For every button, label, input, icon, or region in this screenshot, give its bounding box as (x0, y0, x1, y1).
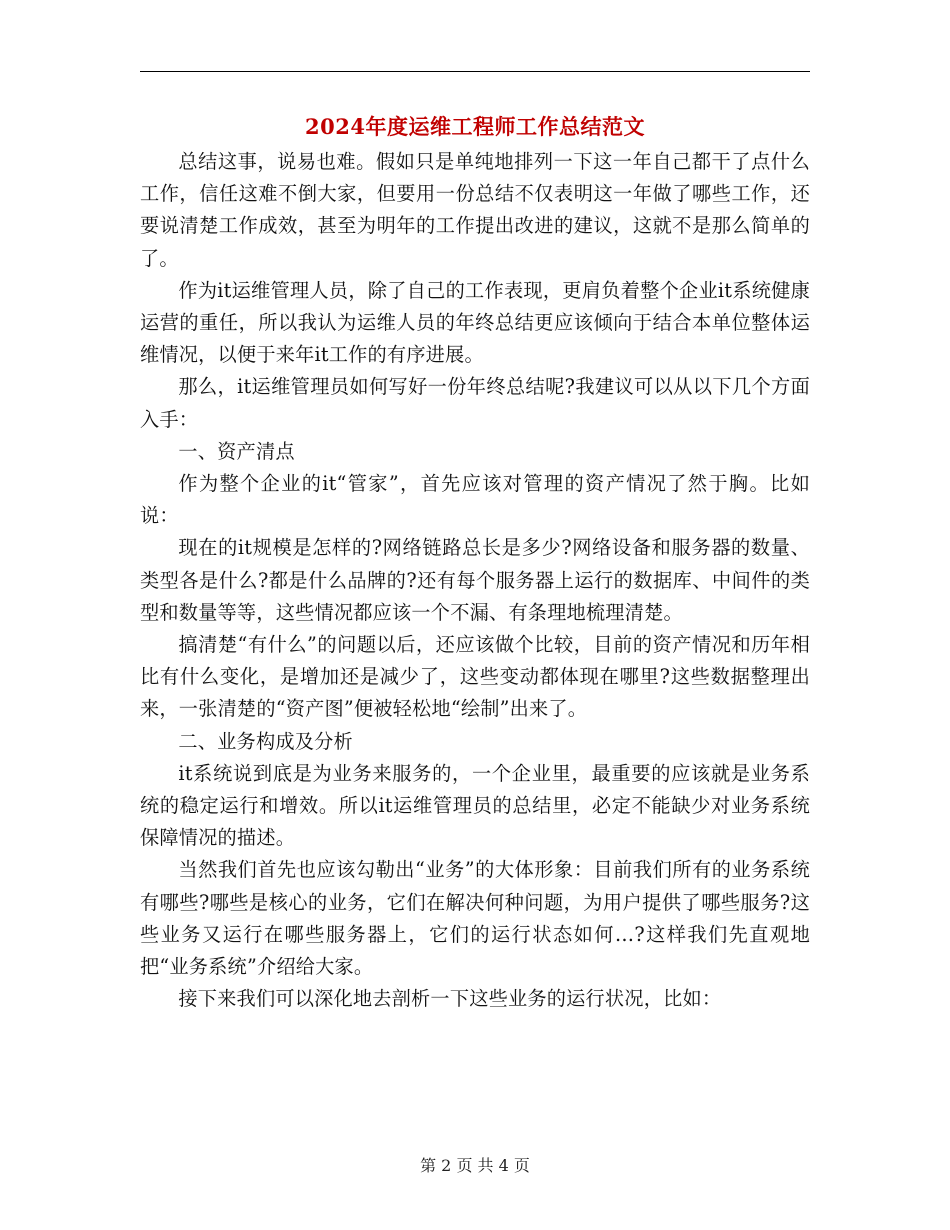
paragraph: 那么，it运维管理员如何写好一份年终总结呢?我建议可以从以下几个方面入手： (140, 375, 810, 431)
page-footer (0, 1154, 950, 1178)
document-body (140, 146, 810, 1015)
paragraph: 当然我们首先也应该勾勒出“业务”的大体形象：目前我们所有的业务系统有哪些?哪些是核心的业务，它们在解决何种问题，为用户提供了哪些服务?这些业务又运行在哪些服务器上，它们的运行状态如何…?这样我们先直观地把“业务系统”介绍给大家。 (140, 858, 810, 979)
paragraph: 作为整个企业的it“管家”，首先应该对管理的资产情况了然于胸。比如说： (140, 472, 810, 528)
paragraph: 现在的it规模是怎样的?网络链路总长是多少?网络设备和服务器的数量、类型各是什么?都是什么品牌的?还有每个服务器上运行的数据库、中间件的类型和数量等等，这些情况都应该一个不漏、有条理地梳理清楚。 (140, 536, 810, 624)
section-heading: 二、业务构成及分析 (178, 729, 353, 753)
page-number: 第 2 页 共 4 页 (420, 1156, 530, 1175)
section-heading: 一、资产清点 (178, 439, 295, 463)
paragraph: 总结这事，说易也难。假如只是单纯地排列一下这一年自己都干了点什么工作，信任这难不倒大家，但要用一份总结不仅表明这一年做了哪些工作，还要说清楚工作成效，甚至为明年的工作提出改进的建议，这就不是那么简单的了。 (140, 150, 810, 270)
paragraph: 接下来我们可以深化地去剖析一下这些业务的运行状况，比如： (178, 987, 722, 1011)
paragraph: 作为it运维管理人员，除了自己的工作表现，更肩负着整个企业it系统健康运营的重任，所以我认为运维人员的年终总结更应该倾向于结合本单位整体运维情况，以便于来年it工作的有序进展。 (140, 278, 810, 367)
paragraph: 搞清楚“有什么”的问题以后，还应该做个比较，目前的资产情况和历年相比有什么变化，是增加还是减少了，这些变动都体现在哪里?这些数据整理出来，一张清楚的“资产图”便被轻松地“绘制”出来了。 (140, 633, 810, 721)
paragraph: it系统说到底是为业务来服务的，一个企业里，最重要的应该就是业务系统的稳定运行和增效。所以it运维管理员的总结里，必定不能缺少对业务系统保障情况的描述。 (140, 761, 810, 850)
header-rule (140, 71, 810, 72)
document-title: 2024年度运维工程师工作总结范文 (305, 114, 645, 139)
